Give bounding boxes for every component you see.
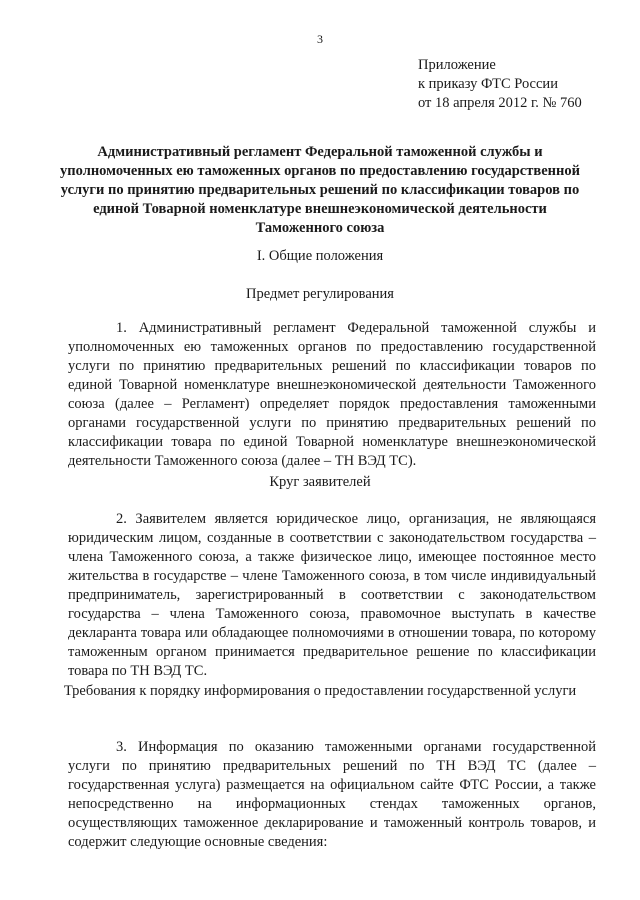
paragraph-3: 3. Информация по оказанию таможенными органами государственной услуги по принятию предварительных решений по ТН ВЭД ТС (далее – государственная услуга) размещается на официальном сайте ФТС России, а также непосредственно на информационных стендах таможенных органов, осуществляющих таможенное декларирование и таможенный контроль товаров, и содержит следующие основные сведения: <box>68 739 596 850</box>
paragraph-2: 2. Заявителем является юридическое лицо, организация, не являющаяся юридическим лицом, созданные в соответствии с законодательством государства – члена Таможенного союза, а также физическое лицо, имеющее постоянное место жительства в государстве – члене Таможенного союза, в том числе индивидуальный предприниматель, зарегистрированный в соответствии с законодательством государства – члена Таможенного союза, правомочное выступать в качестве декларанта товара или обладающее полномочиями в отношении товара, по которому таможенным органом принимается предварительное решение по классификации товара по ТН ВЭД ТС. <box>68 511 596 679</box>
section-heading: I. Общие положения <box>256 248 384 264</box>
appendix-line-1: Приложение <box>418 57 496 73</box>
page-number: 3 <box>317 32 323 46</box>
appendix-block <box>418 56 582 113</box>
paragraph-1: 1. Административный регламент Федеральной таможенной службы и уполномоченных ею таможенных органов по предоставлению государственной услуги по принятию предварительных решений по классификации товаров по единой Товарной номенклатуре внешнеэкономической деятельности Таможенного союза (далее – Регламент) определяет порядок предоставления таможенными органами государственной услуги по принятию предварительных решений по классификации товара по единой Товарной номенклатуре внешнеэкономической деятельности Таможенного союза (далее – ТН ВЭД ТС). <box>68 320 596 469</box>
requirements-heading: Требования к порядку информирования о предоставлении государственной услуги <box>63 683 577 699</box>
applicants-heading: Круг заявителей <box>269 474 371 490</box>
appendix-line-3: от 18 апреля 2012 г. № 760 <box>418 95 582 111</box>
document-title: Административный регламент Федеральной таможенной службы и уполномоченных ею таможенных органов по предоставлению государственной услуги по принятию предварительных решений по классификации товаров по единой Товарной номенклатуре внешнеэкономической деятельности Таможенного союза <box>60 144 580 236</box>
appendix-line-2: к приказу ФТС России <box>418 76 558 92</box>
subject-heading: Предмет регулирования <box>246 286 394 302</box>
